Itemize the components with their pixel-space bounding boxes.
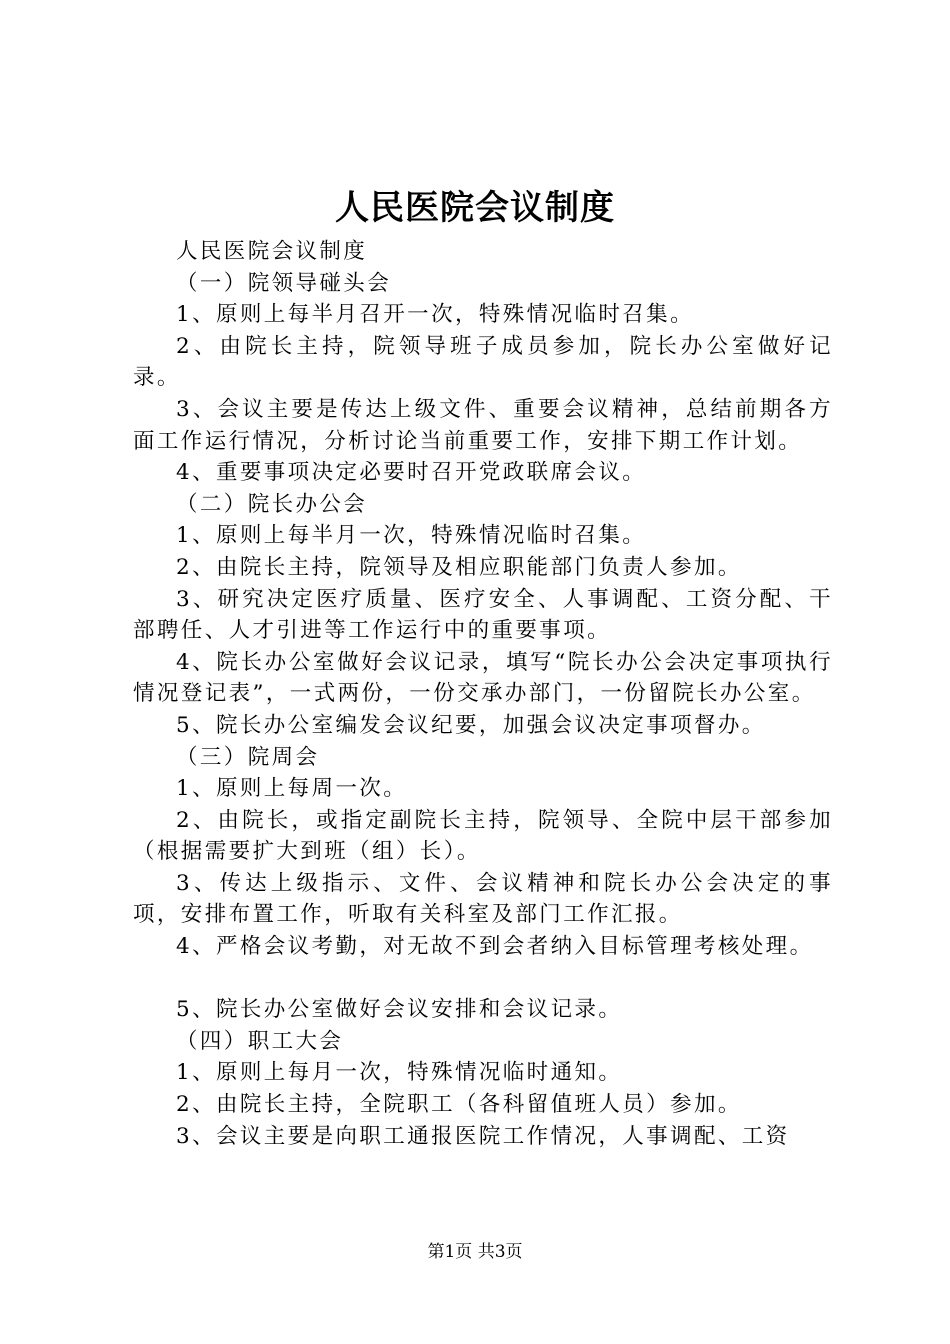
paragraph: 5、院长办公室编发会议纪要，加强会议决定事项督办。: [176, 712, 766, 738]
paragraph: 3、会议主要是传达上级文件、重要会议精神，总结前期各方面工作运行情况，分析讨论当前重要工作，安排下期工作计划。: [133, 396, 833, 454]
section-heading-1: （一）院领导碰头会: [176, 270, 392, 296]
page-footer: 第1页 共3页: [427, 1242, 523, 1262]
paragraph: 3、传达上级指示、文件、会议精神和院长办公会决定的事项，安排布置工作，听取有关科室及部门工作汇报。: [133, 870, 833, 928]
paragraph-doc-heading: 人民医院会议制度: [176, 239, 368, 264]
page-title: 人民医院会议制度: [335, 188, 615, 228]
section-heading-3: （三）院周会: [176, 744, 320, 770]
blank-line: [133, 963, 833, 995]
paragraph: 1、原则上每周一次。: [176, 776, 408, 802]
section-heading-4: （四）职工大会: [176, 1028, 344, 1054]
paragraph: 2、由院长，或指定副院长主持，院领导、全院中层干部参加（根据需要扩大到班（组）长）。: [133, 807, 833, 865]
paragraph: 1、原则上每半月召开一次，特殊情况临时召集。: [176, 302, 694, 328]
paragraph: 2、由院长主持，院领导班子成员参加，院长办公室做好记录。: [133, 333, 833, 391]
document-body: [133, 236, 833, 1152]
paragraph: 1、原则上每半月一次，特殊情况临时召集。: [176, 523, 647, 549]
paragraph: 3、会议主要是向职工通报医院工作情况，人事调配、工资: [176, 1123, 790, 1149]
section-heading-2: （二）院长办公会: [176, 491, 368, 517]
paragraph: 2、由院长主持，院领导及相应职能部门负责人参加。: [176, 554, 742, 580]
paragraph: 4、重要事项决定必要时召开党政联席会议。: [176, 460, 647, 486]
paragraph: 1、原则上每月一次，特殊情况临时通知。: [176, 1060, 623, 1086]
paragraph: 2、由院长主持，全院职工（各科留值班人员）参加。: [176, 1092, 742, 1118]
paragraph: 5、院长办公室做好会议安排和会议记录。: [176, 997, 623, 1023]
paragraph: 3、研究决定医疗质量、医疗安全、人事调配、工资分配、干部聘任、人才引进等工作运行中的重要事项。: [133, 586, 833, 644]
paragraph: 4、院长办公室做好会议记录，填写“院长办公会决定事项执行情况登记表”，一式两份，一份交承办部门，一份留院长办公室。: [133, 649, 833, 707]
paragraph: 4、严格会议考勤，对无故不到会者纳入目标管理考核处理。: [176, 934, 814, 960]
